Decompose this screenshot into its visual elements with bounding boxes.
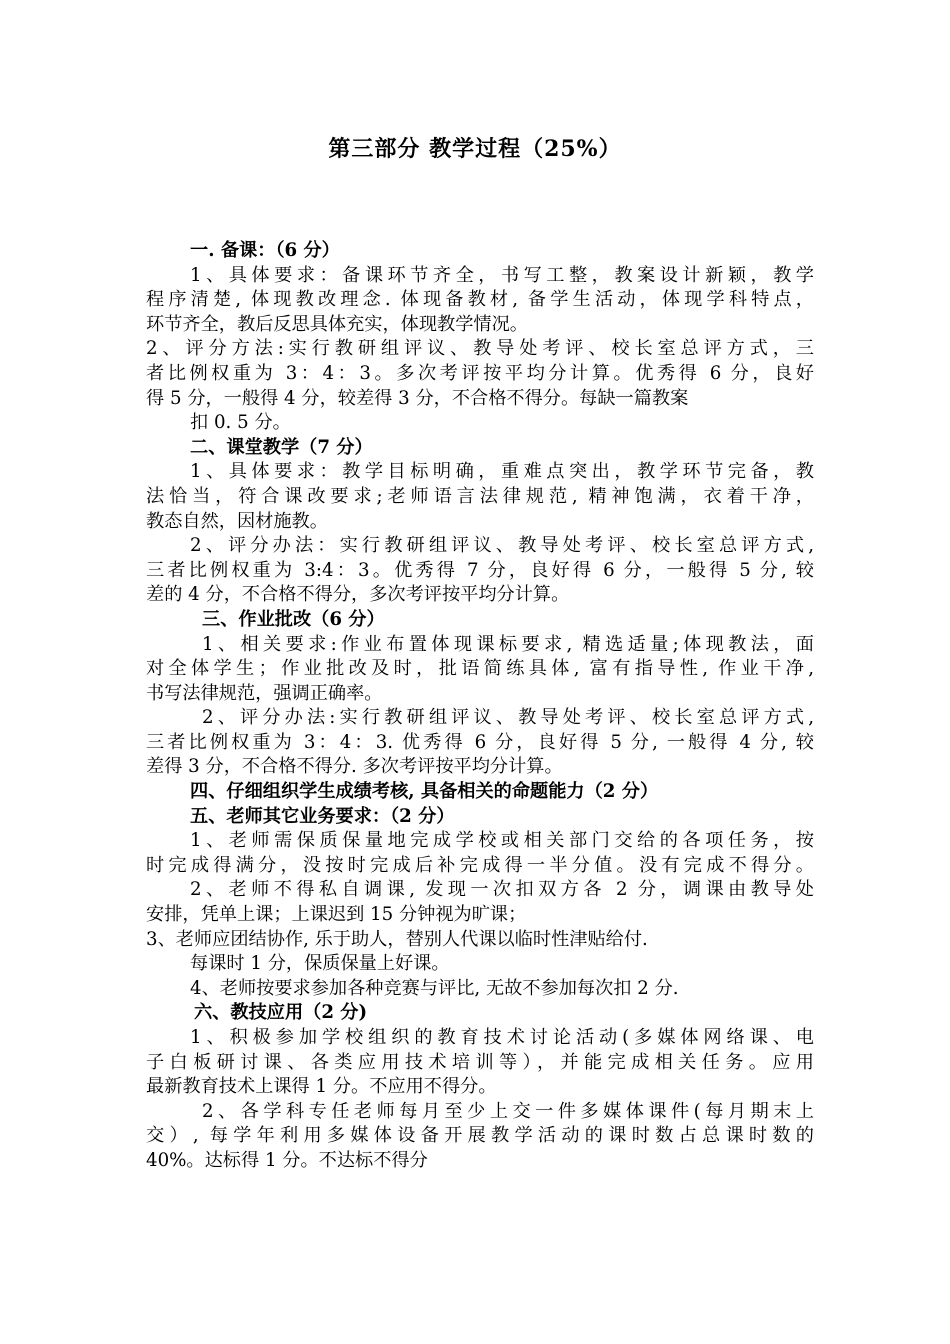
paragraph-line: 2、评分方法:实行教研组评议、教导处考评、校长室总评方式，三 bbox=[146, 338, 814, 360]
paragraph-line: 2、评分办法：实行教研组评议、教导处考评、校长室总评方式, bbox=[190, 535, 814, 557]
paragraph-line: 4、老师按要求参加各种竞赛与评比, 无故不参加每次扣 2 分. bbox=[190, 977, 679, 999]
paragraph-line: 1、相关要求:作业布置体现课标要求, 精选适量;体现教法，面 bbox=[202, 633, 814, 655]
section-heading-6: 六、教技应用（2 分) bbox=[194, 1002, 368, 1024]
page-title: 第三部分 教学过程（25%） bbox=[328, 136, 622, 162]
paragraph-line: 子白板研讨课、各类应用技术培训等），并能完成相关任务。应用 bbox=[146, 1051, 814, 1073]
paragraph-line: 最新教育技术上课得 1 分。不应用不得分。 bbox=[146, 1076, 497, 1098]
paragraph-line: 扣 0. 5 分。 bbox=[190, 412, 291, 434]
paragraph-line: 教态自然，因材施教。 bbox=[146, 510, 328, 532]
section-heading-4: 四、仔细组织学生成绩考核, 具备相关的命题能力（2 分） bbox=[190, 781, 659, 803]
paragraph-line: 2、评分办法:实行教研组评议、教导处考评、校长室总评方式, bbox=[202, 707, 814, 729]
paragraph-line: 差的 4 分，不合格不得分，多次考评按平均分计算。 bbox=[146, 584, 570, 606]
paragraph-line: 安排，凭单上课；上课迟到 15 分钟视为旷课； bbox=[146, 904, 527, 926]
paragraph-line: 法恰当，符合课改要求;老师语言法律规范, 精神饱满，衣着干净， bbox=[146, 485, 814, 507]
paragraph-line: 交）, 每学年利用多媒体设备开展教学活动的课时数占总课时数的 bbox=[146, 1125, 814, 1147]
paragraph-line: 三者比例权重为 3:4：3。优秀得 7 分，良好得 6 分，一般得 5 分, 较 bbox=[146, 559, 814, 581]
paragraph-line: 书写法律规范，强调正确率。 bbox=[146, 682, 383, 704]
paragraph-line: 1、具体要求：备课环节齐全，书写工整，教案设计新颖，教学 bbox=[190, 264, 814, 286]
paragraph-line: 1、具体要求：教学目标明确，重难点突出，教学环节完备，教 bbox=[190, 461, 814, 483]
paragraph-line: 40%。达标得 1 分。不达标不得分 bbox=[146, 1149, 428, 1171]
section-heading-5: 五、老师其它业务要求：（2 分） bbox=[190, 805, 455, 827]
section-heading-3: 三、作业批改（6 分） bbox=[202, 608, 385, 630]
paragraph-line: 环节齐全，教后反思具体充实，体现教学情况。 bbox=[146, 313, 528, 335]
paragraph-line: 1、老师需保质保量地完成学校或相关部门交给的各项任务，按 bbox=[190, 830, 814, 852]
section-heading-2: 二、课堂教学（7 分） bbox=[190, 436, 373, 458]
paragraph-line: 程序清楚, 体现教改理念. 体现备教材, 备学生活动，体现学科特点， bbox=[146, 289, 814, 311]
paragraph-line: 2、老师不得私自调课, 发现一次扣双方各 2 分，调课由教导处 bbox=[190, 879, 814, 901]
paragraph-line: 1、积极参加学校组织的教育技术讨论活动(多媒体网络课、电 bbox=[190, 1027, 814, 1048]
paragraph-line: 时完成得满分，没按时完成后补完成得一半分值。没有完成不得分。 bbox=[146, 854, 814, 876]
paragraph-line: 2、各学科专任老师每月至少上交一件多媒体课件(每月期末上 bbox=[202, 1100, 814, 1122]
paragraph-line: 3、老师应团结协作, 乐于助人，替别人代课以临时性津贴给付. bbox=[146, 928, 648, 950]
paragraph-line: 得 5 分，一般得 4 分，较差得 3 分，不合格不得分。每缺一篇教案 bbox=[146, 387, 689, 409]
document-body bbox=[146, 239, 814, 1174]
section-heading-1: 一. 备课：（6 分） bbox=[190, 240, 340, 261]
paragraph-line: 对全体学生；作业批改及时，批语简练具体, 富有指导性, 作业干净, bbox=[146, 658, 814, 680]
paragraph-line: 三者比例权重为 3：4：3. 优秀得 6 分，良好得 5 分, 一般得 4 分, 较 bbox=[146, 731, 814, 753]
paragraph-line: 差得 3 分，不合格不得分. 多次考评按平均分计算。 bbox=[146, 756, 563, 778]
paragraph-line: 每课时 1 分，保质保量上好课。 bbox=[190, 953, 450, 975]
paragraph-line: 者比例权重为 3：4：3。多次考评按平均分计算。优秀得 6 分，良好 bbox=[146, 362, 814, 384]
